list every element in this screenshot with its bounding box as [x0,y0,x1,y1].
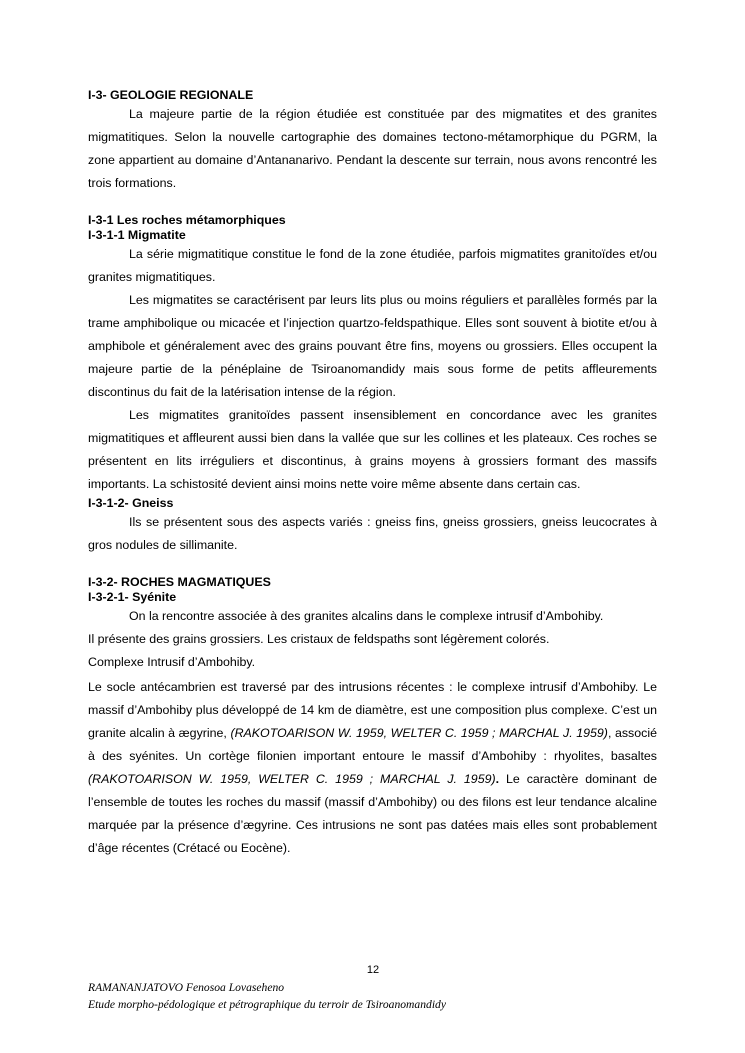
gneiss-paragraph: Ils se présentent sous des aspects variés : gneiss fins, gneiss grossiers, gneiss leucocrates à gros nodules de sillimanite. [88,515,657,552]
syenite-heading: I-3-2-1- Syénite [88,590,177,604]
footer-author: RAMANANJATOVO Fenosoa Lovaseheno [88,981,285,994]
migmatite-paragraph-1: La série migmatitique constitue le fond de la zone étudiée, parfois migmatites granitoïdes et/ou granites migmatitiques. [88,247,657,284]
ambohiby-text-1: Le socle antécambrien est traversé par des intrusions récentes : le complexe intrusif d’Ambohiby. Le massif d’Ambohiby plus développé de 14 km de diamètre, est une composition plus complexe. C’est un granite alcalin à ægyrine, [88,680,657,740]
page-footer [88,979,648,1013]
citation-2: (RAKOTOARISON W. 1959, WELTER C. 1959 ; MARCHAL J. 1959) [88,772,496,786]
migmatite-paragraph-3: Les migmatites granitoïdes passent insensiblement en concordance avec les granites migmatitiques et affleurent aussi bien dans la vallée que sur les collines et les plateaux. Ces roches se présentent en lits irréguliers et discontinus, à grains moyens à grossiers formant des massifs importants. La schistosité devient ainsi moins nette voire même absente dans certain cas. [88,408,657,491]
citation-end-dot: . [495,772,500,786]
migmatite-heading: I-3-1-1 Migmatite [88,228,186,242]
footer-title: Etude morpho-pédologique et pétrographique du terroir de Tsiroanomandidy [88,998,446,1011]
section-heading: I-3- GEOLOGIE REGIONALE [88,88,254,102]
metamorphic-heading: I-3-1 Les roches métamorphiques [88,213,286,227]
migmatite-paragraph-2: Les migmatites se caractérisent par leurs lits plus ou moins réguliers et parallèles formés par la trame amphibolique ou micacée et l’injection quartzo-feldspathique. Elles sont souvent à biotite et/ou à amphibole et généralement avec des grains pouvant être fins, moyens ou grossiers. Elles occupent la majeure partie de la pénéplaine de Tsiroanomandidy mais sous forme de petits affleurements discontinus du fait de la latérisation intense de la région. [88,293,657,399]
ambohiby-text-3: Le caractère dominant de l’ensemble de toutes les roches du massif (massif d’Ambohiby) ou des filons est leur tendance alcaline marquée par la présence d’ægyrine. Ces intrusions ne sont pas datées mais elles sont probablement d’âge récentes (Crétacé ou Eocène). [88,772,657,855]
complex-label: Complexe Intrusif d’Ambohiby. [88,655,256,669]
syenite-paragraph-1: On la rencontre associée à des granites alcalins dans le complexe intrusif d’Ambohiby. [129,609,604,623]
gneiss-heading: I-3-1-2- Gneiss [88,496,174,510]
ambohiby-paragraph [88,676,657,860]
ambohiby-text-2: , associé à des syénites. Un cortège filonien important entoure le massif d’Ambohiby : rhyolites, basaltes [88,726,657,763]
section-intro-paragraph: La majeure partie de la région étudiée est constituée par des migmatites et des granites migmatitiques. Selon la nouvelle cartographie des domaines tectono-métamorphique du PGRM, la zone appartient au domaine d’Antananarivo. Pendant la descente sur terrain, nous avons rencontré les trois formations. [88,107,657,190]
syenite-paragraph-2: Il présente des grains grossiers. Les cristaux de feldspaths sont légèrement colorés. [88,632,550,646]
page-number: 12 [366,964,380,976]
document-body [88,88,657,860]
citation-1: (RAKOTOARISON W. 1959, WELTER C. 1959 ; MARCHAL J. 1959) [230,726,608,740]
magmatic-heading: I-3-2- ROCHES MAGMATIQUES [88,575,271,589]
